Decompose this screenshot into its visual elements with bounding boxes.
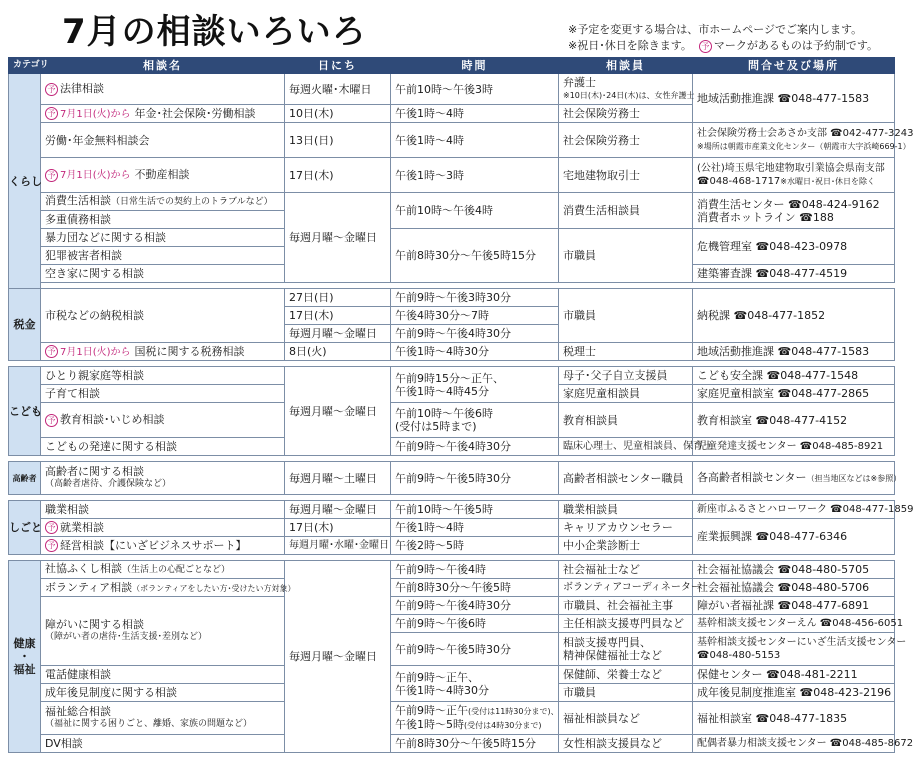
consultation-name: 福祉総合相談: [45, 705, 111, 718]
consultation-staff: 高齢者相談センター職員: [559, 462, 693, 495]
schedule-change-note: ※予定を変更する場合は、市ホームページでご案内します。: [568, 23, 863, 36]
consultation-note: （日常生活での契約上のトラブルなど）: [111, 197, 273, 207]
consultation-name: 多重債務相談: [41, 211, 285, 229]
table-row: [9, 735, 895, 753]
consultation-time: 午前9時～午後4時30分: [391, 438, 559, 456]
consultation-note: （ボランティアをしたい方･受けたい方対象）: [132, 583, 296, 593]
consultation-contact: 消費者ホットライン ☎188: [697, 210, 834, 224]
table-header-row: [9, 58, 895, 74]
reservation-note: マークがあるものは予約制です。: [713, 39, 878, 52]
consultation-time: 午前10時～午後3時: [391, 74, 559, 105]
consultation-date: 8日(火): [285, 343, 391, 361]
consultation-staff: 女性相談支援員など: [559, 735, 693, 753]
consultation-name: 経営相談【にいざビジネスサポート】: [60, 538, 247, 552]
category-kurashi: くらし: [9, 74, 41, 289]
consultation-name: 労働･年金無料相談会: [41, 123, 285, 158]
consultation-time: 午前9時～正午、: [395, 670, 479, 684]
consultation-time: 午前9時～正午: [395, 704, 468, 717]
start-date-prefix: 7月1日(火)から: [60, 346, 131, 358]
consultation-staff: 精神保健福祉士など: [563, 649, 662, 662]
consultation-time: 午前9時～午後5時30分: [391, 462, 559, 495]
consultation-contact: 基幹相談支援センターにいざ生活支援センター: [697, 637, 907, 648]
consultation-time: 午前9時～午後5時30分: [391, 633, 559, 666]
consultation-time-note: (受付は11時30分まで)、: [468, 707, 559, 716]
table-row: [9, 462, 895, 495]
consultation-name: 国税に関する税務相談: [134, 344, 245, 358]
consultation-staff: 相談支援専門員、: [563, 636, 651, 649]
consultation-note: （生活上の心配ごとなど）: [122, 565, 231, 575]
reservation-mark-icon: 予: [45, 169, 58, 182]
consultation-time: 午前8時30分～午後5時: [391, 579, 559, 597]
consultation-time: 午後1時～4時45分: [395, 384, 489, 398]
reservation-mark-icon: 予: [45, 521, 58, 534]
consultation-note: （障がい者の虐待･生活支援･差別など）: [45, 632, 208, 642]
consultation-staff: 中小企業診断士: [559, 537, 693, 555]
start-date-prefix: 7月1日(火)から: [60, 108, 131, 120]
consultation-name: 年金･社会保険･労働相談: [134, 106, 256, 120]
consultation-table: [8, 57, 913, 753]
consultation-date: 13日(日): [285, 123, 391, 158]
table-row: [9, 289, 895, 307]
consultation-time: 午前9時～午後6時: [391, 615, 559, 633]
consultation-staff: 臨床心理士、児童相談員、保育士: [559, 438, 693, 456]
consultation-contact: 社会福祉協議会 ☎048-480-5705: [693, 561, 895, 579]
consultation-time: 午前9時～午後4時30分: [391, 597, 559, 615]
holiday-note: ※祝日･休日を除きます。: [568, 39, 692, 52]
contact-phone: ☎048-468-1717: [697, 176, 781, 187]
consultation-contact: 社会保険労務士会あさか支部 ☎042-477-3243: [697, 128, 913, 139]
consultation-contact: (公社)埼玉県宅地建物取引業協会県南支部: [697, 163, 885, 174]
consultation-name: 空き家に関する相談: [41, 265, 285, 283]
table-row: [9, 561, 895, 579]
table-row: [9, 519, 895, 537]
consultation-staff: 社会保険労務士: [559, 105, 693, 123]
consultation-note: （高齢者虐待、介護保険など）: [45, 479, 172, 489]
consultation-time-note: (受付は4時30分まで): [464, 721, 542, 730]
consultation-contact: 危機管理室 ☎048-423-0978: [693, 229, 895, 265]
consultation-name: DV相談: [41, 735, 285, 753]
consultation-staff: 母子･父子自立支援員: [559, 367, 693, 385]
consultation-staff: 家庭児童相談員: [559, 385, 693, 403]
consultation-date: 毎週月曜～金曜日: [285, 193, 391, 283]
consultation-time: 午後1時～4時30分: [395, 683, 489, 697]
consultation-contact: 基幹相談支援センターえん ☎048-456-6051: [693, 615, 895, 633]
consultation-time: 午後1時～5時: [395, 718, 464, 731]
table-row: [9, 367, 895, 385]
table-row: [9, 666, 895, 684]
staff-note: ※10日(木)･24日(木)は、女性弁護士: [563, 91, 695, 100]
consultation-contact: 保健センター ☎048-481-2211: [693, 666, 895, 684]
consultation-name: ボランティア相談: [45, 580, 133, 594]
col-category: カテゴリ: [9, 58, 41, 74]
consultation-contact: 障がい者福祉課 ☎048-477-6891: [693, 597, 895, 615]
contact-note: ※水曜日･祝日･休日を除く: [780, 177, 875, 186]
consultation-contact: 地域活動推進課 ☎048-477-1583: [693, 74, 895, 123]
consultation-date: 毎週火曜･木曜日: [285, 74, 391, 105]
consultation-contact: 消費生活センター ☎048-424-9162: [697, 197, 880, 211]
reservation-mark-icon: 予: [45, 345, 58, 358]
consultation-contact: 各高齢者相談センター: [697, 471, 807, 484]
table-row: [9, 403, 895, 438]
consultation-date: 毎週月曜～金曜日: [285, 367, 391, 456]
reservation-mark-icon: 予: [45, 539, 58, 552]
consultation-contact: 産業振興課 ☎048-477-6346: [693, 519, 895, 555]
category-zeikin: 税金: [9, 289, 41, 361]
consultation-staff: 社会福祉士など: [559, 561, 693, 579]
consultation-staff: 社会保険労務士: [559, 123, 693, 158]
reservation-mark-icon: 予: [699, 40, 712, 53]
consultation-staff: 主任相談支援専門員など: [559, 615, 693, 633]
consultation-date: 10日(木): [285, 105, 391, 123]
consultation-name: 子育て相談: [41, 385, 285, 403]
consultation-name: 法律相談: [60, 82, 104, 96]
table-row: [9, 501, 895, 519]
consultation-contact: 児童発達支援センター ☎048-485-8921: [693, 438, 895, 456]
consultation-name: 就業相談: [60, 520, 104, 534]
holiday-reservation-note: [568, 37, 878, 53]
consultation-contact: 建築審査課 ☎048-477-4519: [693, 265, 895, 283]
consultation-time: 午前10時～午後4時: [391, 193, 559, 229]
consultation-time-note: (受付は5時まで): [395, 420, 477, 433]
consultation-time: 午後1時～3時: [391, 158, 559, 193]
contact-note: ※場所は朝霞市産業文化センター（朝霞市大字浜崎669-1）: [697, 142, 911, 151]
consultation-date: 17日(木): [285, 158, 391, 193]
consultation-time: 午前9時～午後3時30分: [391, 289, 559, 307]
consultation-time: 午前9時～午後4時: [391, 561, 559, 579]
consultation-staff: 市職員: [559, 229, 693, 283]
reservation-mark-icon: 予: [45, 107, 58, 120]
consultation-contact: 家庭児童相談室 ☎048-477-2865: [693, 385, 895, 403]
consultation-contact: 社会福祉協議会 ☎048-480-5706: [693, 579, 895, 597]
consultation-date: 17日(木): [285, 519, 391, 537]
reservation-mark-icon: 予: [45, 83, 58, 96]
table-row: [9, 158, 895, 193]
consultation-time: 午前8時30分～午後5時15分: [391, 229, 559, 283]
col-time: 時間: [391, 58, 559, 74]
consultation-staff: 市職員: [559, 684, 693, 702]
category-shigoto: しごと: [9, 501, 41, 555]
consultation-time: 午後4時30分～7時: [391, 307, 559, 325]
consultation-time: 午前9時15分～正午、: [395, 371, 504, 385]
consultation-contact: こども安全課 ☎048-477-1548: [693, 367, 895, 385]
page-title: 7月の相談いろいろ: [62, 12, 367, 52]
table-row: [9, 74, 895, 105]
consultation-time: 午後1時～4時: [391, 519, 559, 537]
consultation-date: 毎週月曜･水曜･金曜日: [285, 537, 391, 555]
consultation-staff: 市職員、社会福祉主事: [559, 597, 693, 615]
consultation-time: 午前10時～午後6時: [395, 407, 493, 420]
consultation-staff: 宅地建物取引士: [559, 158, 693, 193]
table-row: [9, 579, 895, 597]
consultation-staff: 福祉相談員など: [559, 702, 693, 735]
category-kodomo: こども: [9, 367, 41, 456]
consultation-contact: 成年後見制度推進室 ☎048-423-2196: [693, 684, 895, 702]
consultation-name: 教育相談･いじめ相談: [60, 413, 165, 427]
contact-note: （担当地区などは※参照）: [806, 474, 902, 483]
consultation-name: 暴力団などに関する相談: [41, 229, 285, 247]
table-row: [9, 343, 895, 361]
start-date-prefix: 7月1日(火)から: [60, 170, 131, 181]
consultation-time: 午前9時～午後4時30分: [391, 325, 559, 343]
consultation-staff: 保健師、栄養士など: [559, 666, 693, 684]
col-date: 日にち: [285, 58, 391, 74]
consultation-name: 障がいに関する相談: [45, 618, 144, 631]
consultation-date: 17日(木): [285, 307, 391, 325]
consultation-contact: 納税課 ☎048-477-1852: [693, 289, 895, 343]
consultation-time: 午後2時～5時: [391, 537, 559, 555]
consultation-date: 毎週月曜～金曜日: [285, 325, 391, 343]
consultation-staff: ボランティアコーディネーター: [559, 579, 693, 597]
consultation-date: 毎週月曜～金曜日: [285, 561, 391, 753]
consultation-staff: 弁護士: [563, 76, 596, 89]
table-row: [9, 597, 895, 615]
consultation-staff: 市職員: [559, 289, 693, 343]
category-kenko: 健康 ・ 福祉: [9, 561, 41, 753]
consultation-date: 毎週月曜～土曜日: [285, 462, 391, 495]
consultation-name: 職業相談: [41, 501, 285, 519]
consultation-name: こどもの発達に関する相談: [41, 438, 285, 456]
consultation-contact: 教育相談室 ☎048-477-4152: [693, 403, 895, 438]
consultation-time: 午前10時～午後5時: [391, 501, 559, 519]
consultation-name: 電話健康相談: [41, 666, 285, 684]
consultation-note: （福祉に関する困りごと、離婚、家族の問題など）: [45, 719, 253, 729]
consultation-staff: 税理士: [559, 343, 693, 361]
contact-phone: ☎048-480-5153: [697, 650, 781, 661]
col-staff: 相談員: [559, 58, 693, 74]
consultation-date: 毎週月曜～金曜日: [285, 501, 391, 519]
category-koureisha: 高齢者: [9, 462, 41, 495]
consultation-name: 市税などの納税相談: [41, 289, 285, 343]
consultation-staff: 消費生活相談員: [559, 193, 693, 229]
table-row: [9, 193, 895, 211]
table-row: [9, 123, 895, 158]
consultation-staff: 教育相談員: [559, 403, 693, 438]
consultation-name: 犯罪被害者相談: [41, 247, 285, 265]
consultation-time: 午後1時～4時: [391, 123, 559, 158]
table-row: [9, 438, 895, 456]
consultation-contact: 福祉相談室 ☎048-477-1835: [693, 702, 895, 735]
consultation-date: 27日(日): [285, 289, 391, 307]
consultation-name: 消費生活相談: [45, 194, 111, 207]
consultation-name: 高齢者に関する相談: [45, 465, 144, 478]
consultation-contact: 新座市ふるさとハローワーク ☎048-477-1859: [693, 501, 895, 519]
consultation-name: ひとり親家庭等相談: [41, 367, 285, 385]
table-row: [9, 229, 895, 247]
consultation-time: 午前8時30分～午後5時15分: [391, 735, 559, 753]
consultation-staff: キャリアカウンセラー: [559, 519, 693, 537]
table-row: [9, 702, 895, 735]
consultation-time: 午後1時～4時30分: [391, 343, 559, 361]
consultation-name: 社協ふくし相談: [45, 562, 122, 575]
consultation-contact: 配偶者暴力相談支援センター ☎048-485-8672: [693, 735, 895, 753]
reservation-mark-icon: 予: [45, 414, 58, 427]
col-name: 相談名: [41, 58, 285, 74]
consultation-staff: 職業相談員: [559, 501, 693, 519]
consultation-time: 午後1時～4時: [391, 105, 559, 123]
consultation-name: 不動産相談: [134, 168, 190, 181]
col-contact: 問合せ及び場所: [693, 58, 895, 74]
consultation-contact: 地域活動推進課 ☎048-477-1583: [693, 343, 895, 361]
consultation-name: 成年後見制度に関する相談: [41, 684, 285, 702]
